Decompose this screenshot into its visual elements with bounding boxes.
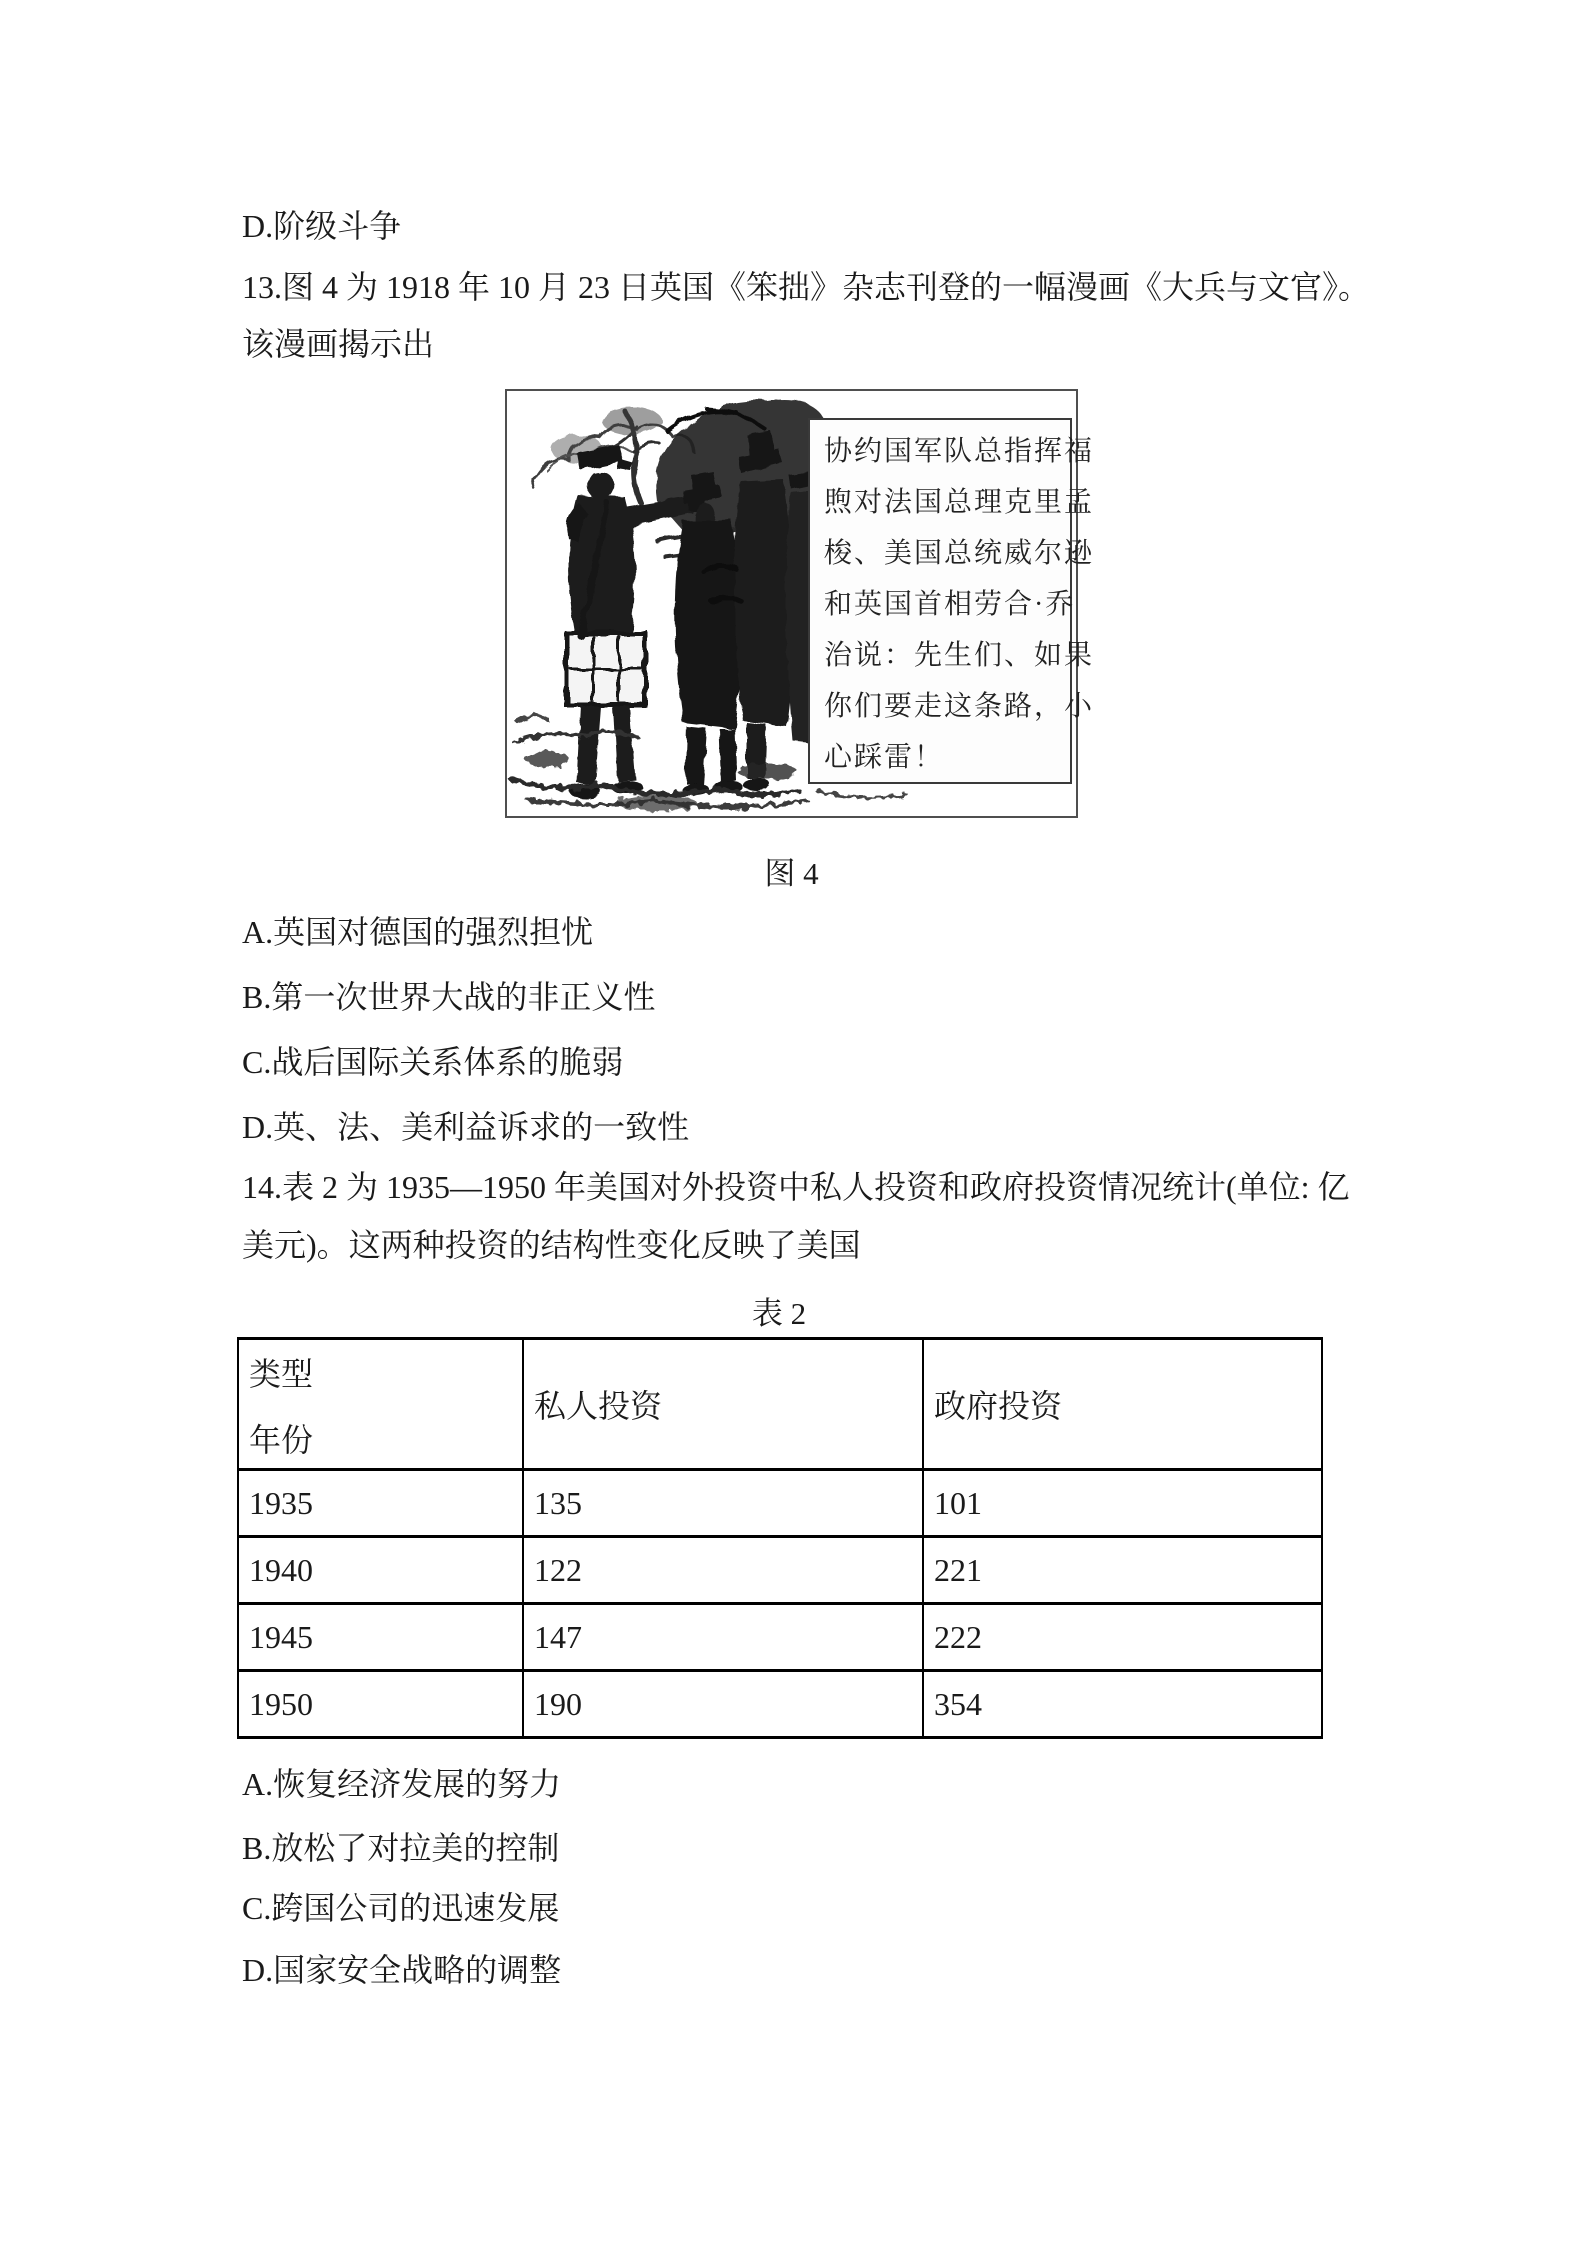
corner-label-year: 年份 bbox=[249, 1422, 314, 1458]
speech-line: 和英国首相劳合·乔 bbox=[824, 589, 1076, 620]
cell-year: 1950 bbox=[238, 1671, 523, 1738]
cell-private: 122 bbox=[523, 1537, 923, 1604]
speech-text-panel bbox=[808, 418, 1095, 784]
table-row bbox=[238, 1604, 1322, 1671]
q13-option-b: B.第一次世界大战的非正义性 bbox=[242, 979, 656, 1015]
cell-private: 190 bbox=[523, 1671, 923, 1738]
figure-4-caption: 图 4 bbox=[764, 856, 819, 891]
speech-line: 协约国军队总指挥福 bbox=[824, 436, 1095, 467]
cell-government: 354 bbox=[923, 1671, 1322, 1738]
cell-year: 1935 bbox=[238, 1470, 523, 1537]
table-row bbox=[238, 1671, 1322, 1738]
q12-option-d: D.阶级斗争 bbox=[242, 208, 402, 244]
cell-government: 101 bbox=[923, 1470, 1322, 1537]
table-corner-cell bbox=[238, 1339, 523, 1470]
table-header-row bbox=[238, 1339, 1322, 1470]
q14-option-a: A.恢复经济发展的努力 bbox=[242, 1766, 562, 1802]
q14-option-c: C.跨国公司的迅速发展 bbox=[242, 1890, 560, 1926]
table-row bbox=[238, 1537, 1322, 1604]
q13-option-c: C.战后国际关系体系的脆弱 bbox=[242, 1044, 624, 1080]
q14-stem-line1: 14.表 2 为 1935—1950 年美国对外投资中私人投资和政府投资情况统计(单位: 亿 bbox=[242, 1169, 1350, 1205]
q13-stem-line2: 该漫画揭示出 bbox=[242, 326, 435, 362]
cell-private: 135 bbox=[523, 1470, 923, 1537]
investment-table bbox=[237, 1337, 1323, 1739]
cell-government: 222 bbox=[923, 1604, 1322, 1671]
q14-option-d: D.国家安全战略的调整 bbox=[242, 1952, 562, 1988]
col-header-government: 政府投资 bbox=[923, 1339, 1322, 1470]
speech-line: 梭、美国总统威尔逊 bbox=[824, 538, 1095, 569]
q14-stem-line2: 美元)。这两种投资的结构性变化反映了美国 bbox=[242, 1227, 861, 1263]
col-header-private: 私人投资 bbox=[523, 1339, 923, 1470]
cell-year: 1945 bbox=[238, 1604, 523, 1671]
table-2-caption: 表 2 bbox=[751, 1296, 807, 1331]
cell-year: 1940 bbox=[238, 1537, 523, 1604]
speech-line: 治说：先生们、如果 bbox=[824, 640, 1095, 671]
q13-option-d: D.英、法、美利益诉求的一致性 bbox=[242, 1109, 690, 1145]
corner-label-type: 类型 bbox=[249, 1356, 314, 1392]
figure-4-cartoon bbox=[505, 389, 1095, 818]
table-row bbox=[238, 1470, 1322, 1537]
speech-line: 煦对法国总理克里孟 bbox=[824, 487, 1095, 518]
cell-private: 147 bbox=[523, 1604, 923, 1671]
speech-line: 心踩雷！ bbox=[824, 742, 945, 773]
q13-option-a: A.英国对德国的强烈担忧 bbox=[242, 914, 594, 950]
q14-option-b: B.放松了对拉美的控制 bbox=[242, 1830, 560, 1866]
cell-government: 221 bbox=[923, 1537, 1322, 1604]
speech-line: 你们要走这条路，小 bbox=[824, 691, 1095, 722]
q13-stem-line1: 13.图 4 为 1918 年 10 月 23 日英国《笨拙》杂志刊登的一幅漫画《大兵与文官》。 bbox=[242, 269, 1371, 305]
